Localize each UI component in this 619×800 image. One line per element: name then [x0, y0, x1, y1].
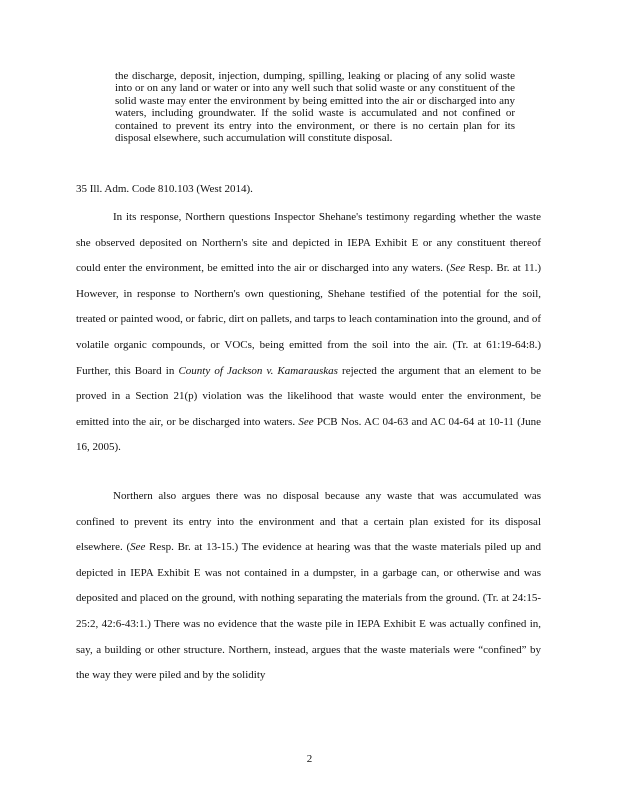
block-quote: the discharge, deposit, injection, dumping, spilling, leaking or placing of any solid waste into or on any land or water or into any well such that solid waste or any constituent of the solid waste may enter the environment by being emitted into the air or discharged into any waters, including groundwater. If the solid waste is accumulated and not confined or contained to prevent its entry into the environment, or there is no certain plan for its disposal elsewhere, such accumulation will constitute disposal.: [115, 70, 515, 145]
paragraph-1-text-a: In its response, Northern questions Inspector Shehane's testimony regarding whether the waste she observed deposited on Northern's site and depicted in IEPA Exhibit E or any constituent thereof could enter the environment, be emitted into the air or discharged into any waters. (: [76, 211, 541, 275]
page-number: 2: [306, 753, 313, 765]
paragraph-1-text-d: PCB Nos. AC 04-63 and AC 04-64 at 10-11 (June 16, 2005).: [76, 415, 542, 454]
paragraph-1-text-c: rejected the argument that an element to be proved in a Section 21(p) violation was the likelihood that waste would enter the environment, be emitted into the air, or be discharged into waters.: [76, 364, 541, 428]
see-signal: See: [298, 415, 314, 428]
paragraph-1: [76, 205, 541, 461]
paragraph-2-text-b: Resp. Br. at 13-15.) The evidence at hearing was that the waste materials piled up and depicted in IEPA Exhibit E was not contained in a dumpster, in a garbage can, or otherwise and was deposited and placed on the ground, with nothing separating the materials from the ground. (Tr. at 24:15-25:2, 42:6-43:1.) There was no evidence that the waste pile in IEPA Exhibit E was actually confined in, say, a building or other structure. Northern, instead, argues that the waste materials were “confined” by the way they were piled and by the solidity: [76, 541, 541, 682]
paragraph-1-text-b: Resp. Br. at 11.) However, in response to Northern's own questioning, Shehane testified of the potential for the soil, treated or painted wood, or fabric, dirt on pallets, and tarps to leach contamination into the ground, and of volatile organic compounds, or VOCs, being emitted from the soil into the air. (Tr. at 61:19-64:8.) Further, this Board in: [76, 262, 541, 377]
see-signal: See: [449, 262, 466, 275]
see-signal: See: [130, 541, 146, 554]
statute-citation: 35 Ill. Adm. Code 810.103 (West 2014).: [76, 183, 253, 195]
paragraph-2: [76, 484, 541, 689]
paragraph-2-text-a: Northern also argues there was no disposal because any waste that was accumulated was confined to prevent its entry into the environment and that a certain plan existed for its disposal elsewhere. (: [76, 490, 541, 554]
case-name: County of Jackson v. Kamarauskas: [178, 364, 338, 377]
